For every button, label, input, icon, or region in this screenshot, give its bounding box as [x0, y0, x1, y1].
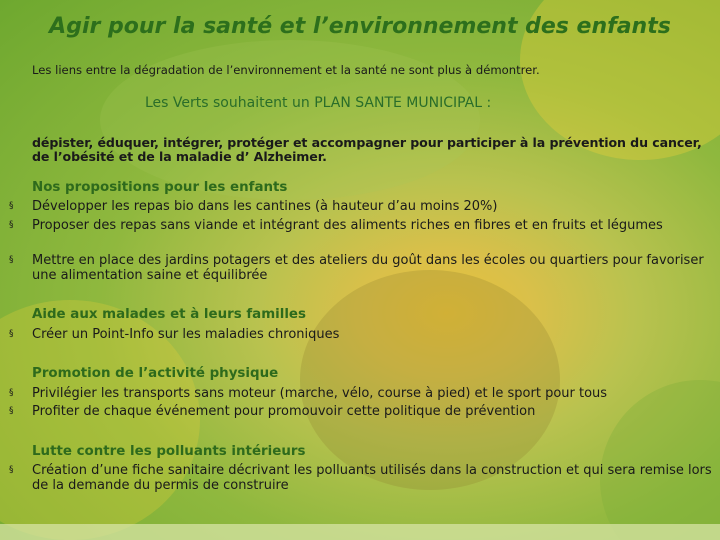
list-item: Privilégier les transports sans moteur (marche, vélo, course à pied) et le sport pour tous	[32, 386, 608, 401]
section-heading-pollutants: Lutte contre les polluants intérieurs	[32, 444, 306, 459]
section-heading-patients: Aide aux malades et à leurs familles	[32, 307, 306, 322]
bullet-icon: §	[9, 388, 14, 398]
plan-tagline: dépister, éduquer, intégrer, protéger et accompagner pour participer à la prévention du cancer, de l’obésité et de la maladie d’ Alzheimer.	[32, 135, 702, 164]
plan-heading: Les Verts souhaitent un PLAN SANTE MUNICIPAL :	[145, 95, 492, 111]
list-item: Profiter de chaque événement pour promouvoir cette politique de prévention	[32, 404, 536, 419]
section-heading-activity: Promotion de l’activité physique	[32, 366, 279, 381]
bullet-icon: §	[9, 406, 14, 416]
bottom-bar	[0, 524, 720, 540]
background-sunflower-center	[300, 270, 560, 490]
list-item: Développer les repas bio dans les cantines (à hauteur d’au moins 20%)	[32, 199, 498, 214]
list-item: Mettre en place des jardins potagers et des ateliers du goût dans les écoles ou quartiers pour favoriser une alimentation saine et équilibrée	[32, 253, 704, 283]
bullet-icon: §	[9, 201, 14, 211]
list-item: Créer un Point-Info sur les maladies chroniques	[32, 327, 340, 342]
bullet-icon: §	[9, 329, 14, 339]
intro-text: Les liens entre la dégradation de l’environnement et la santé ne sont plus à démontrer.	[32, 63, 540, 77]
section-heading-children: Nos propositions pour les enfants	[32, 180, 288, 195]
list-item: Proposer des repas sans viande et intégrant des aliments riches en fibres et en fruits et légumes	[32, 218, 663, 233]
bullet-icon: §	[9, 465, 14, 475]
slide-title: Agir pour la santé et l’environnement des enfants	[49, 14, 671, 39]
bullet-icon: §	[9, 220, 14, 230]
list-item: Création d’une fiche sanitaire décrivant les polluants utilisés dans la construction et qui sera remise lors de la demande du permis de construire	[32, 463, 712, 493]
bullet-icon: §	[9, 255, 14, 265]
